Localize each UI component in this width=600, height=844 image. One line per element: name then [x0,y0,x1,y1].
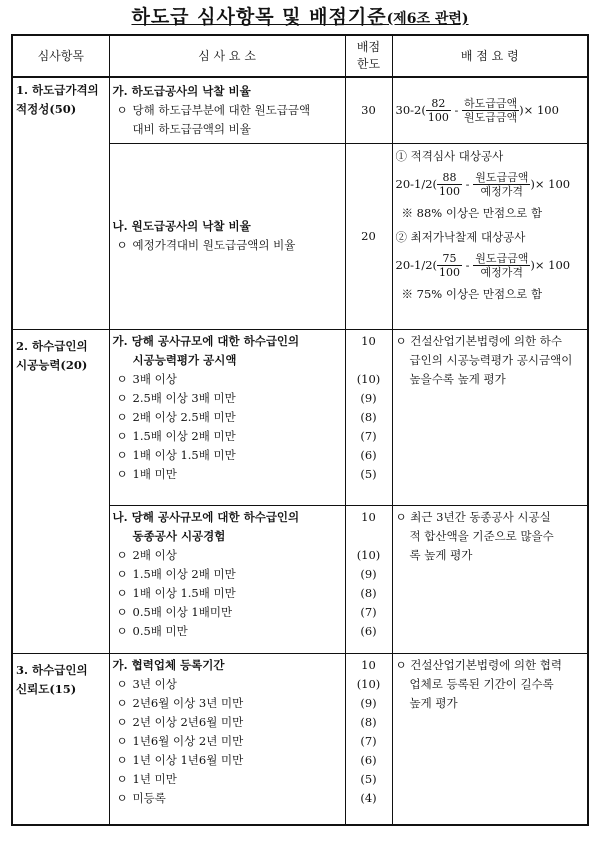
list-item [113,789,342,808]
section3-a-guide-line2: 업체로 등록된 기간이 길수록 [409,676,554,691]
section1-b-head: 나. 원도급공사의 낙찰 비율 [112,219,251,233]
bullet-icon: ㅇ [116,695,128,710]
section1-a-text1: ㅇ 당해 하도급부분에 대한 원도급금액 [113,101,342,120]
bullet-icon: ㅇ [116,790,128,805]
section3-a-guide [392,653,588,825]
list-item-points: (6) [360,752,377,767]
section1-b-g1-note: ※ 88% 이상은 만점으로 함 [401,205,543,220]
header-score-line2: 한도 [356,57,381,71]
header-guide: 배 점 요 령 [392,35,588,77]
list-item [113,546,342,565]
list-item [113,565,342,584]
section2-a-guide-line1: ㅇ 건설산업기본법령에 의한 하수 [395,333,562,348]
bullet-icon: ㅇ [116,466,128,481]
list-item-label: 3배 이상 [132,371,177,386]
section2-b-score-col [345,505,392,653]
bullet-icon: ㅇ [116,428,128,443]
section2-b-element [109,505,345,653]
list-item-label: 1.5배 이상 2배 미만 [132,566,236,581]
bullet-icon: ㅇ [116,733,128,748]
section2-name [12,329,109,653]
section2-a-guide [392,329,588,505]
list-item-label: 1년 이상 1년6월 미만 [132,752,244,767]
list-item-label: 2배 이상 2.5배 미만 [132,409,236,424]
section1-b-text1: ㅇ 예정가격대비 원도급금액의 비율 [113,236,342,255]
section3-row-a [12,653,588,825]
list-item [113,427,342,446]
section1-a-head: 가. 하도급공사의 낙찰 비율 [112,84,251,98]
list-item-points: (9) [360,695,377,710]
section3-a-score: 10 [361,657,376,672]
list-item-label: 2배 이상 [132,547,177,562]
list-item-label: 미등록 [132,790,166,805]
bullet-icon: ㅇ [116,566,128,581]
list-item-points: (9) [360,566,377,581]
section1-b-g1-title: ① 적격심사 대상공사 [395,148,504,163]
list-item-points: (5) [360,771,377,786]
section1-b-element [109,143,345,329]
bullet-icon: ㅇ [116,371,128,386]
section2-name-line2: 시공능력(20) [16,357,88,372]
bullet-icon: ㅇ [116,604,128,619]
section2-b-guide [392,505,588,653]
section3-name-line1: 3. 하수급인의 [16,662,88,677]
section2-a-element [109,329,345,505]
list-item-points: (5) [360,466,377,481]
section1-b-guide [392,143,588,329]
section3-a-element [109,653,345,825]
list-item-label: 2.5배 이상 3배 미만 [132,390,236,405]
list-item-label: 3년 이상 [132,676,177,691]
list-item-points: (9) [360,390,377,405]
header-row [12,35,588,77]
list-item-label: 1년6월 이상 2년 미만 [132,733,244,748]
section2-a-list [113,370,342,484]
section3-name [12,653,109,825]
title-main: 하도급 심사항목 및 배점기준 [131,6,387,28]
section1-b-g2-title: ② 최저가낙찰제 대상공사 [395,229,526,244]
bullet-icon: ㅇ [116,771,128,786]
section3-a-points [349,675,389,808]
section2-b-guide-line3: 록 높게 평가 [409,547,473,562]
section1-a-score: 30 [345,77,392,143]
section2-a-score: 10 [361,333,376,348]
bullet-icon: ㅇ [116,585,128,600]
section3-a-head: 가. 협력업체 등록기간 [112,657,225,672]
section3-name-line2: 신뢰도(15) [16,681,77,696]
list-item-points: (7) [360,604,377,619]
list-item-label: 2년 이상 2년6월 미만 [132,714,244,729]
section2-b-guide-line1: ㅇ 최근 3년간 동종공사 시공실 [395,509,551,524]
section2-b-guide-line2: 적 합산액을 기준으로 많을수 [409,528,554,543]
section2-a-head2: 시공능력평가 공시액 [132,352,237,367]
list-item-label: 2년6월 이상 3년 미만 [132,695,244,710]
section1-row-a [12,77,588,143]
list-item-label: 1.5배 이상 2배 미만 [132,428,236,443]
section2-b-head1: 나. 당해 공사규모에 대한 하수급인의 [112,509,300,524]
section2-a-guide-line3: 높을수록 높게 평가 [409,371,506,386]
section1-name-line1: 1. 하도급가격의 [16,83,99,97]
list-item [113,770,342,789]
list-item-points: (6) [360,447,377,462]
list-item [113,675,342,694]
list-item-label: 0.5배 이상 1배미만 [132,604,233,619]
list-item [113,732,342,751]
page-title [0,2,600,29]
section2-b-score: 10 [361,509,376,524]
section1-a-guide [392,77,588,143]
bullet-icon: ㅇ [116,623,128,638]
list-item [113,584,342,603]
section1-a-element [109,77,345,143]
section3-a-guide-line1: ㅇ 건설산업기본법령에 의한 협력 [395,657,562,672]
list-item-points: (4) [360,790,377,805]
section2-a-points [349,370,389,484]
criteria-table [11,34,589,826]
section3-a-list [113,675,342,808]
section2-a-guide-line2: 급인의 시공능력평가 공시금액이 [409,352,573,367]
list-item-points: (8) [360,409,377,424]
list-item-label: 1년 미만 [132,771,177,786]
bullet-icon: ㅇ [116,676,128,691]
list-item [113,622,342,641]
section1-name [12,77,109,329]
list-item-points: (8) [360,585,377,600]
bullet-icon: ㅇ [116,447,128,462]
bullet-icon: ㅇ [116,103,128,117]
list-item [113,751,342,770]
section3-a-guide-line3: 높게 평가 [409,695,458,710]
list-item-points: (7) [360,428,377,443]
list-item-points: (10) [356,371,381,386]
list-item [113,465,342,484]
bullet-icon: ㅇ [116,390,128,405]
bullet-icon: ㅇ [116,752,128,767]
section1-a-formula: 30-2( $\frac{82}{100}$ - $\frac{\text{하도급금액}}{\text{원도급금액}}$ )× 100 [395,96,559,124]
title-sub: (제6조 관련) [386,11,469,27]
list-item-label: 0.5배 미만 [132,623,188,638]
list-item-points: (10) [356,547,381,562]
list-item [113,370,342,389]
section2-name-line1: 2. 하수급인의 [16,338,88,353]
header-item: 심사항목 [12,35,109,77]
list-item-points: (10) [356,676,381,691]
section1-b-g1-formula: 20-1/2( $\frac{88}{100}$ - $\frac{\text{원도급금액}}{\text{예정가격}}$ )× 100 [395,171,571,198]
section1-a-text2: 대비 하도급금액의 비율 [132,122,251,136]
list-item [113,389,342,408]
header-elements: 심 사 요 소 [109,35,345,77]
section2-b-head2: 동종공사 시공경험 [132,528,226,543]
bullet-icon: ㅇ [116,238,128,252]
section3-a-score-col [345,653,392,825]
section1-b-score: 20 [345,143,392,329]
list-item-label: 1배 미만 [132,466,177,481]
list-item [113,408,342,427]
section2-a-head1: 가. 당해 공사규모에 대한 하수급인의 [112,333,300,348]
list-item [113,713,342,732]
list-item-points: (6) [360,623,377,638]
header-score [345,35,392,77]
section2-row-a [12,329,588,505]
section1-b-g2-note: ※ 75% 이상은 만점으로 함 [401,286,543,301]
bullet-icon: ㅇ [116,714,128,729]
section1-name-line2: 적정성(50) [16,102,77,116]
list-item-points: (7) [360,733,377,748]
bullet-icon: ㅇ [116,409,128,424]
list-item-label: 1배 이상 1.5배 미만 [132,447,236,462]
header-score-line1: 배점 [356,40,381,54]
section2-a-score-col [345,329,392,505]
list-item [113,446,342,465]
list-item-points: (8) [360,714,377,729]
section2-b-list [113,546,342,641]
list-item [113,694,342,713]
list-item-label: 1배 이상 1.5배 미만 [132,585,236,600]
section2-b-points [349,546,389,641]
list-item [113,603,342,622]
bullet-icon: ㅇ [116,547,128,562]
section1-b-g2-formula: 20-1/2( $\frac{75}{100}$ - $\frac{\text{원도급금액}}{\text{예정가격}}$ )× 100 [395,252,571,279]
